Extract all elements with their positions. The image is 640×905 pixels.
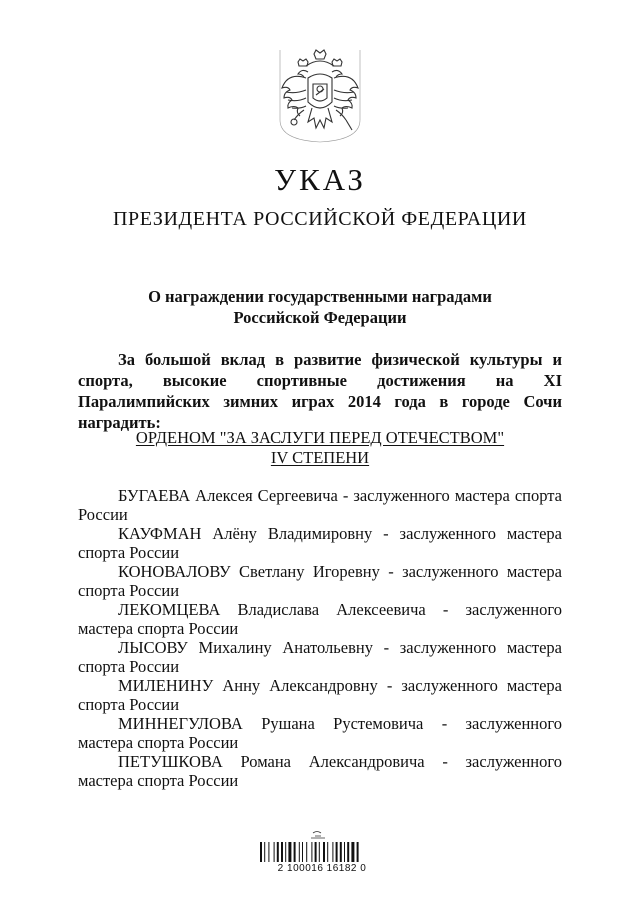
barcode-bar	[264, 842, 265, 862]
decree-title: УКАЗ	[274, 162, 366, 197]
barcode-bar	[277, 842, 279, 862]
barcode-bar	[285, 842, 286, 862]
recipient-item: ЛЕКОМЦЕВА Владислава Алексеевича - заслуженного мастера спорта России	[78, 600, 562, 638]
barcode-bar	[323, 842, 325, 862]
barcode-bar	[357, 842, 359, 862]
recipient-item: БУГАЕВА Алексея Сергеевича - заслуженного мастера спорта России	[78, 486, 562, 524]
award-line: ОРДЕНОМ "ЗА ЗАСЛУГИ ПЕРЕД ОТЕЧЕСТВОМ"	[135, 428, 505, 447]
barcode-bar	[344, 842, 345, 862]
barcode-bar	[268, 842, 269, 862]
heading-line: О награждении государственными наградами	[148, 287, 492, 306]
heading-line: Российской Федерации	[233, 308, 407, 327]
barcode-bar	[294, 842, 296, 862]
barcode-bar	[327, 842, 328, 862]
barcode-bar	[340, 842, 342, 862]
decree-preamble: За большой вклад в развитие физической культуры и спорта, высокие спортивные достижения на XI Паралимпийских зимних играх 2014 года в городе Сочи наградить:	[78, 350, 562, 432]
barcode-bar	[306, 842, 307, 862]
recipient-list	[78, 486, 562, 790]
barcode-bar	[274, 842, 275, 862]
recipient-item: КОНОВАЛОВУ Светлану Игоревну - заслуженного мастера спорта России	[78, 562, 562, 600]
award-degree: IV СТЕПЕНИ	[270, 448, 370, 467]
barcode-bar	[315, 842, 317, 862]
recipient-item: КАУФМАН Алёну Владимировну - заслуженного мастера спорта России	[78, 524, 562, 562]
decree-subtitle: ПРЕЗИДЕНТА РОССИЙСКОЙ ФЕДЕРАЦИИ	[113, 208, 527, 230]
barcode-bar	[351, 842, 354, 862]
barcode-bar	[332, 842, 333, 862]
recipient-item: ПЕТУШКОВА Романа Александровича - заслуженного мастера спорта России	[78, 752, 562, 790]
barcode-bar	[288, 842, 291, 862]
barcode-bar	[336, 842, 338, 862]
barcode-bar	[311, 842, 312, 862]
barcode-bar	[299, 842, 300, 862]
recipient-item: ЛЫСОВУ Михалину Анатольевну - заслуженного мастера спорта России	[78, 638, 562, 676]
barcode-bar	[281, 842, 283, 862]
barcode-bar	[260, 842, 262, 862]
barcode-bar	[302, 842, 303, 862]
award-name	[0, 428, 640, 468]
barcode-bar	[347, 842, 349, 862]
decree-heading	[0, 286, 640, 328]
coat-of-arms-icon	[278, 48, 362, 144]
barcode-bar	[319, 842, 320, 862]
recipient-item: МИННЕГУЛОВА Рушана Рустемовича - заслуженного мастера спорта России	[78, 714, 562, 752]
recipient-item: МИЛЕНИНУ Анну Александровну - заслуженного мастера спорта России	[78, 676, 562, 714]
barcode-number: 2 100016 16182 0	[277, 863, 367, 874]
